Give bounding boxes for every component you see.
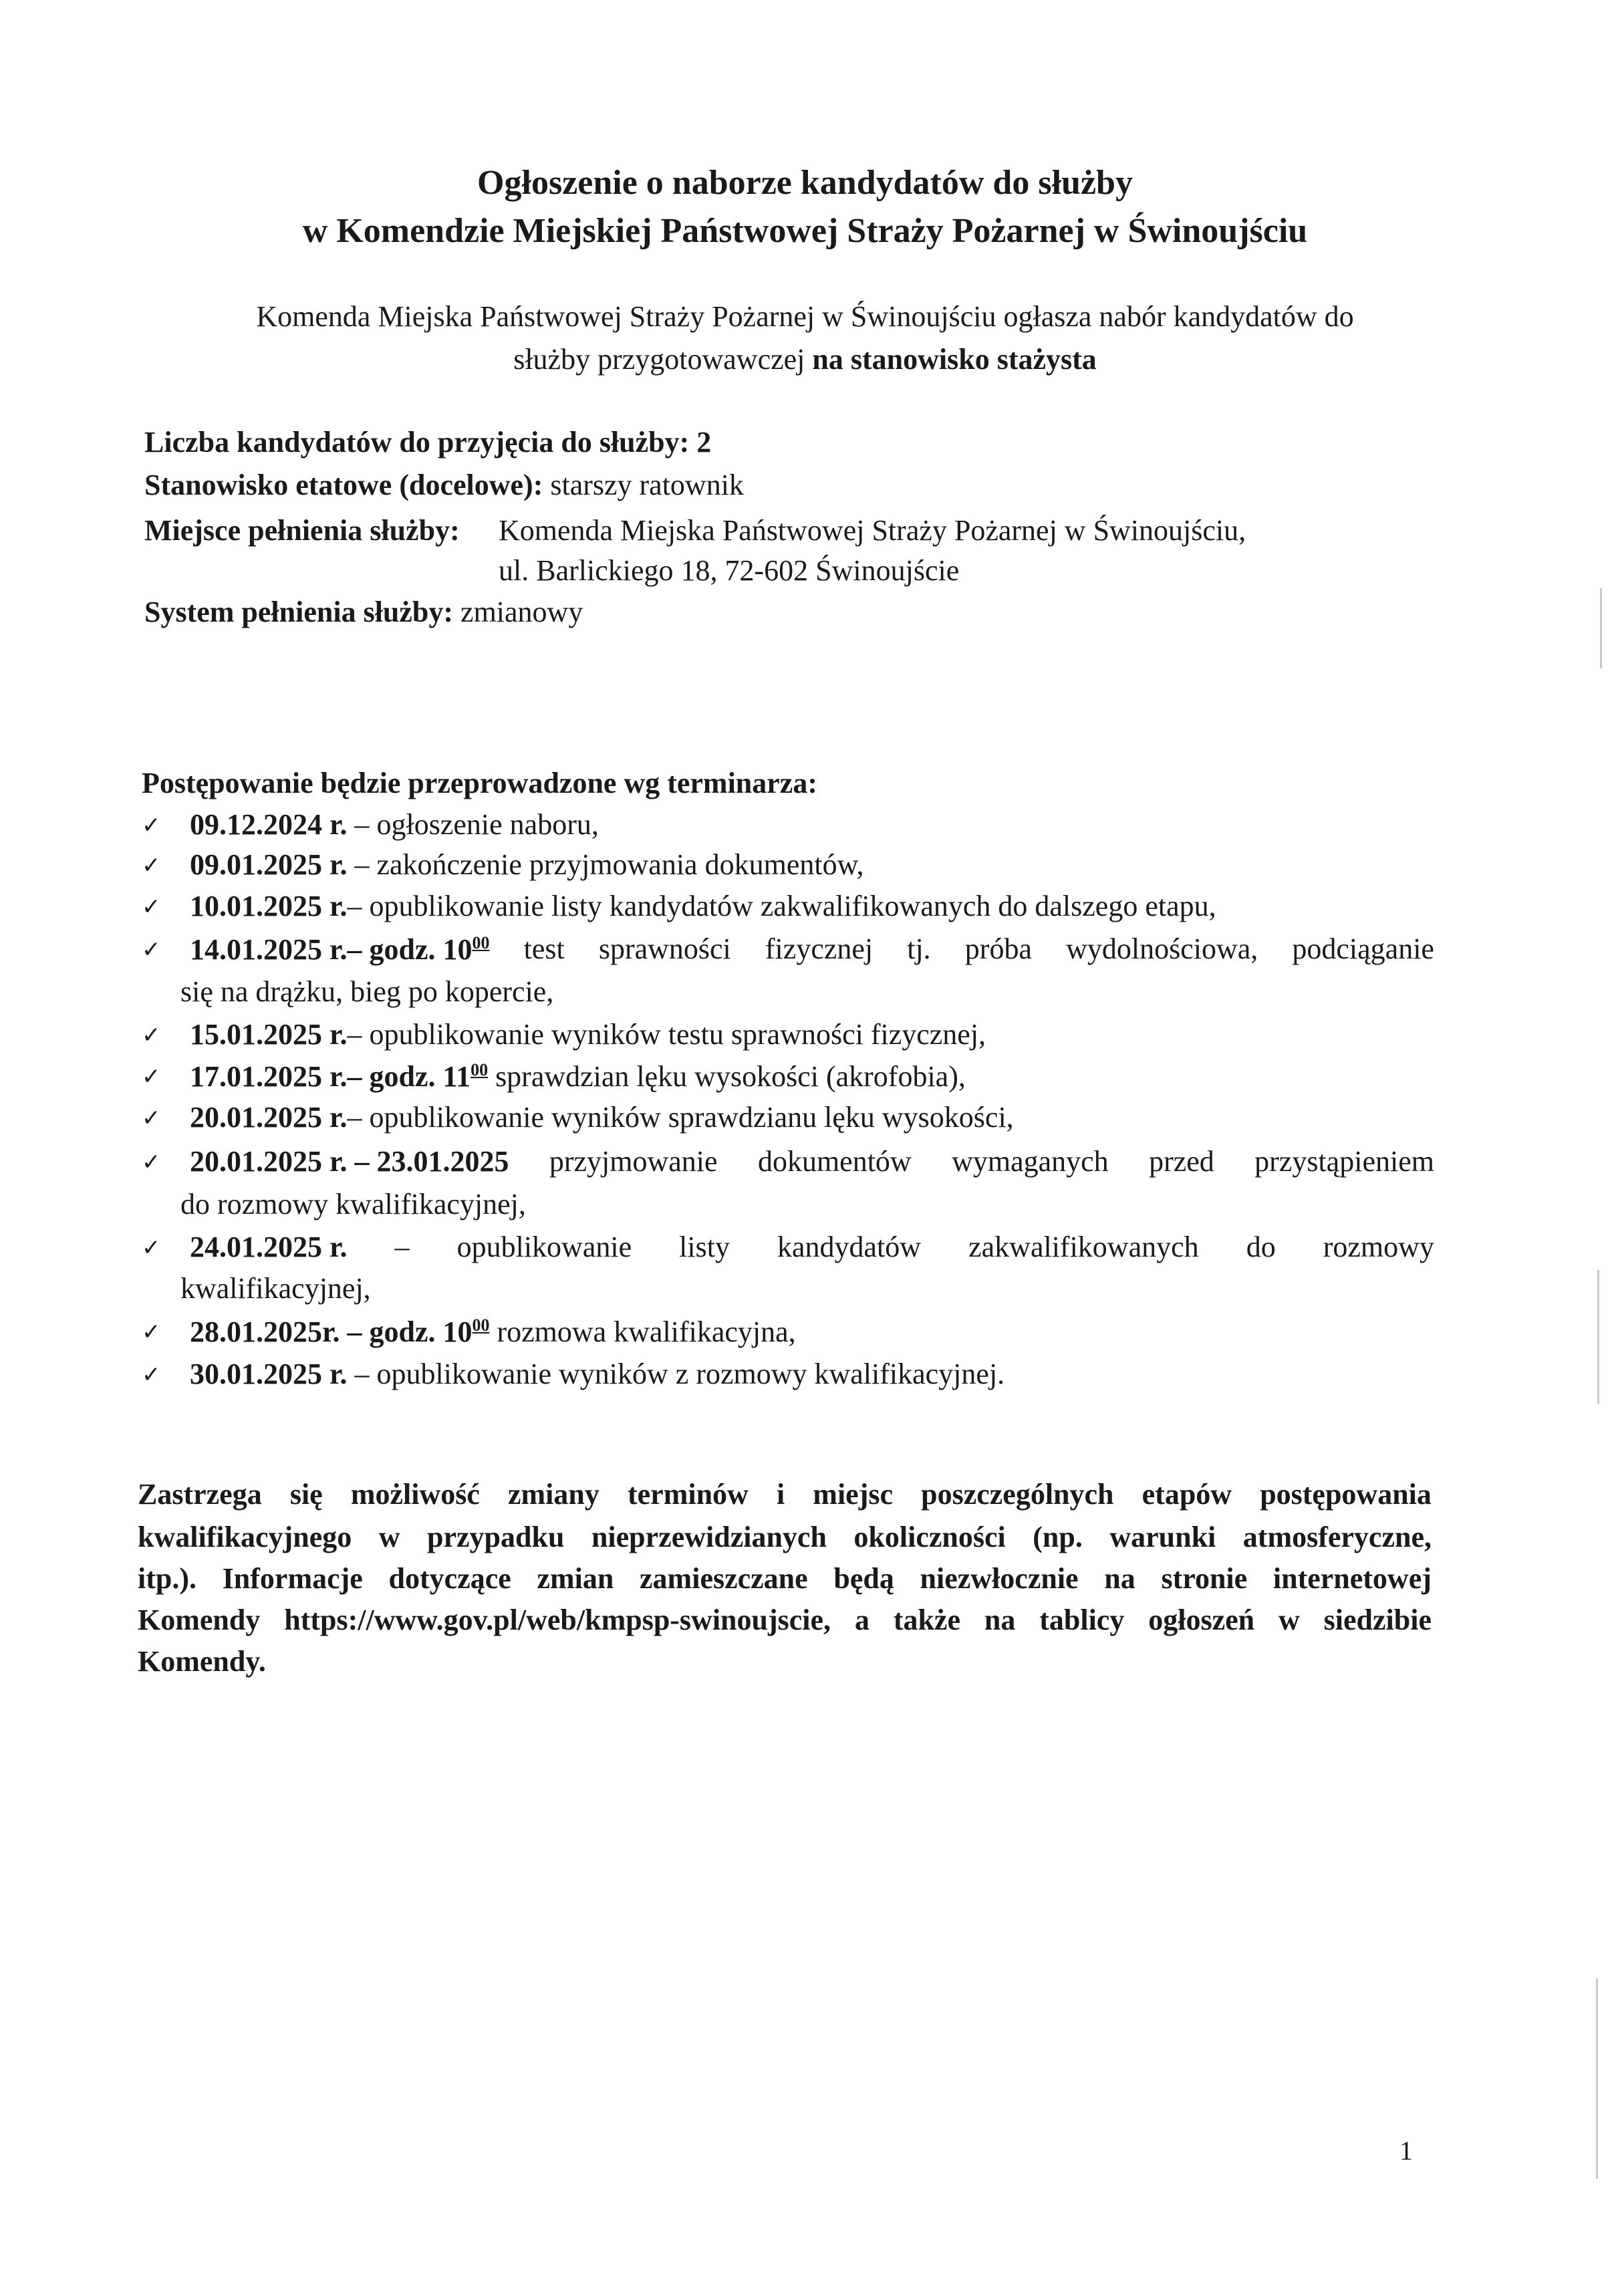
schedule-item <box>190 934 1434 965</box>
system-row <box>144 598 583 627</box>
schedule-text: – opublikowanie wyników z rozmowy kwalifikacyjnej. <box>347 1358 1005 1390</box>
check-icon: ✓ <box>142 852 161 879</box>
notice-word: kwalifikacyjnego <box>138 1521 352 1553</box>
scan-edge-mark <box>1600 588 1602 668</box>
schedule-word: zakwalifikowanych <box>968 1231 1199 1263</box>
schedule-item <box>190 1360 1434 1389</box>
schedule-date: 15.01.2025 r. <box>190 1018 348 1051</box>
notice-line-1 <box>138 1480 1432 1509</box>
notice-word: postępowania <box>1260 1478 1432 1511</box>
schedule-word: przystąpieniem <box>1254 1145 1434 1178</box>
notice-word: stronie <box>1161 1562 1248 1595</box>
schedule-date: 20.01.2025 r. <box>190 1101 348 1134</box>
notice-word: (np. <box>1033 1521 1083 1553</box>
schedule-item <box>190 892 1434 921</box>
place-value-line-1: Komenda Miejska Państwowej Straży Pożarnej w Świnoujściu, <box>499 514 1246 547</box>
check-icon: ✓ <box>142 894 161 920</box>
hour-minutes: 00 <box>471 1060 489 1079</box>
schedule-item <box>190 810 1434 840</box>
schedule-text: rozmowa kwalifikacyjna, <box>489 1315 796 1348</box>
notice-word: Informacje <box>222 1562 363 1595</box>
schedule-date-text: 14.01.2025 r.– godz. 10 <box>190 933 473 966</box>
schedule-word: – <box>394 1231 410 1263</box>
notice-word: się <box>289 1478 323 1511</box>
intro-plain-text: służby przygotowawczej <box>513 343 813 376</box>
schedule-item-continuation: do rozmowy kwalifikacyjnej, <box>180 1188 526 1221</box>
schedule-word: rozmowy <box>1323 1231 1434 1263</box>
schedule-text: – zakończenie przyjmowania dokumentów, <box>347 848 864 881</box>
notice-line-4 <box>138 1606 1432 1635</box>
notice-word: tablicy <box>1039 1604 1125 1636</box>
notice-word: poszczególnych <box>921 1478 1114 1511</box>
position-label: Stanowisko etatowe (docelowe): <box>144 469 543 501</box>
notice-word: nieprzewidzianych <box>591 1521 827 1553</box>
schedule-text: – opublikowanie listy kandydatów zakwalifikowanych do dalszego etapu, <box>347 890 1216 922</box>
notice-word: atmosferyczne, <box>1242 1521 1432 1553</box>
notice-word: i <box>776 1478 785 1511</box>
document-title-line-1: Ogłoszenie o naborze kandydatów do służby <box>477 164 1133 202</box>
scan-edge-mark <box>1597 1270 1599 1404</box>
schedule-text: – ogłoszenie naboru, <box>347 808 599 841</box>
notice-line-2 <box>138 1523 1432 1552</box>
notice-word: okoliczności <box>853 1521 1006 1553</box>
schedule-date <box>190 934 490 965</box>
schedule-date <box>190 1315 490 1348</box>
schedule-date <box>190 1060 488 1093</box>
schedule-item <box>190 1233 1434 1262</box>
schedule-word: dokumentów <box>757 1145 912 1178</box>
schedule-word: podciąganie <box>1292 932 1434 965</box>
notice-word: a <box>854 1604 869 1636</box>
intro-bold-text: na stanowisko stażysta <box>812 343 1097 376</box>
schedule-date: 09.01.2025 r. <box>190 848 348 881</box>
notice-word: siedzibie <box>1323 1604 1432 1636</box>
schedule-text: – opublikowanie wyników testu sprawności fizycznej, <box>347 1018 986 1051</box>
scan-edge-mark <box>1596 1979 1598 2179</box>
hour-minutes: 00 <box>472 933 490 952</box>
notice-word: zmian <box>537 1562 614 1595</box>
schedule-item <box>190 1317 1434 1347</box>
notice-word: ogłoszeń <box>1148 1604 1255 1636</box>
notice-word: itp.). <box>138 1562 196 1595</box>
schedule-date: 20.01.2025 r. – 23.01.2025 <box>190 1145 509 1178</box>
notice-word: internetowej <box>1272 1562 1432 1595</box>
notice-word: zamieszczane <box>640 1562 808 1595</box>
schedule-text: – opublikowanie wyników sprawdzianu lęku wysokości, <box>347 1101 1014 1134</box>
schedule-item <box>190 850 1434 880</box>
notice-word: warunki <box>1109 1521 1216 1553</box>
notice-word: zmiany <box>508 1478 599 1511</box>
schedule-date: 09.12.2024 r. <box>190 808 348 841</box>
system-value: zmianowy <box>453 596 583 628</box>
schedule-word: sprawności <box>598 932 731 965</box>
notice-word: w <box>378 1521 400 1553</box>
schedule-word: przed <box>1149 1145 1214 1178</box>
check-icon: ✓ <box>142 1022 161 1049</box>
website-url: https://www.gov.pl/web/kmpsp-swinoujscie, <box>284 1604 831 1636</box>
system-label: System pełnienia służby: <box>144 596 454 628</box>
check-icon: ✓ <box>142 1063 161 1090</box>
schedule-item <box>190 1147 1434 1176</box>
schedule-word: test <box>523 932 565 965</box>
position-row <box>144 471 744 500</box>
notice-word: dotyczące <box>388 1562 511 1595</box>
candidate-count: Liczba kandydatów do przyjęcia do służby: 2 <box>144 426 712 459</box>
notice-word: Komendy <box>138 1604 261 1636</box>
schedule-text: sprawdzian lęku wysokości (akrofobia), <box>488 1060 966 1093</box>
schedule-date-text: 17.01.2025 r.– godz. 11 <box>190 1060 471 1093</box>
schedule-heading: Postępowanie będzie przeprowadzone wg terminarza: <box>142 767 817 799</box>
intro-line-1: Komenda Miejska Państwowej Straży Pożarnej w Świnoujściu ogłasza nabór kandydatów do <box>256 300 1354 333</box>
check-icon: ✓ <box>142 936 161 963</box>
notice-line-3 <box>138 1564 1432 1593</box>
notice-line-5: Komendy. <box>138 1645 266 1678</box>
schedule-item <box>190 1103 1434 1132</box>
check-icon: ✓ <box>142 1105 161 1132</box>
document-title-line-2: w Komendzie Miejskiej Państwowej Straży Pożarnej w Świnoujściu <box>302 212 1308 250</box>
schedule-word: fizycznej <box>765 932 874 965</box>
page-number: 1 <box>1399 2136 1413 2166</box>
notice-word: przypadku <box>427 1521 565 1553</box>
schedule-word: przyjmowanie <box>549 1145 718 1178</box>
notice-word: miejsc <box>813 1478 894 1511</box>
notice-word: możliwość <box>350 1478 480 1511</box>
notice-word: będą <box>833 1562 894 1595</box>
schedule-word: opublikowanie <box>456 1231 632 1263</box>
schedule-date-text: 28.01.2025r. – godz. 10 <box>190 1315 473 1348</box>
schedule-word: do <box>1246 1231 1276 1263</box>
notice-word: Zastrzega <box>138 1478 262 1511</box>
notice-word: na <box>1104 1562 1135 1595</box>
notice-word: niezwłocznie <box>920 1562 1079 1595</box>
notice-word: na <box>984 1604 1016 1636</box>
notice-word: terminów <box>628 1478 749 1511</box>
schedule-date: 30.01.2025 r. <box>190 1358 348 1390</box>
hour-minutes: 00 <box>472 1315 490 1335</box>
place-value-line-2: ul. Barlickiego 18, 72-602 Świnoujście <box>499 554 960 587</box>
schedule-item-continuation: kwalifikacyjnej, <box>180 1272 371 1305</box>
position-value: starszy ratownik <box>543 469 744 501</box>
notice-word: także <box>893 1604 960 1636</box>
notice-word: etapów <box>1142 1478 1232 1511</box>
check-icon: ✓ <box>142 1362 161 1388</box>
notice-word: w <box>1278 1604 1300 1636</box>
schedule-item-continuation: się na drążku, bieg po kopercie, <box>180 975 554 1008</box>
schedule-word: próba <box>964 932 1032 965</box>
schedule-date: 24.01.2025 r. <box>190 1231 348 1263</box>
schedule-word: tj. <box>907 932 931 965</box>
check-icon: ✓ <box>142 812 161 839</box>
check-icon: ✓ <box>142 1235 161 1261</box>
check-icon: ✓ <box>142 1149 161 1176</box>
schedule-word: wymaganych <box>952 1145 1109 1178</box>
place-label: Miejsce pełnienia służby: <box>144 514 460 547</box>
schedule-date: 10.01.2025 r. <box>190 890 348 922</box>
schedule-word: kandydatów <box>777 1231 922 1263</box>
schedule-word: listy <box>679 1231 730 1263</box>
intro-line-2 <box>0 345 1610 374</box>
schedule-word: wydolnościowa, <box>1066 932 1258 965</box>
check-icon: ✓ <box>142 1319 161 1346</box>
schedule-item <box>190 1061 1434 1092</box>
schedule-item <box>190 1020 1434 1049</box>
